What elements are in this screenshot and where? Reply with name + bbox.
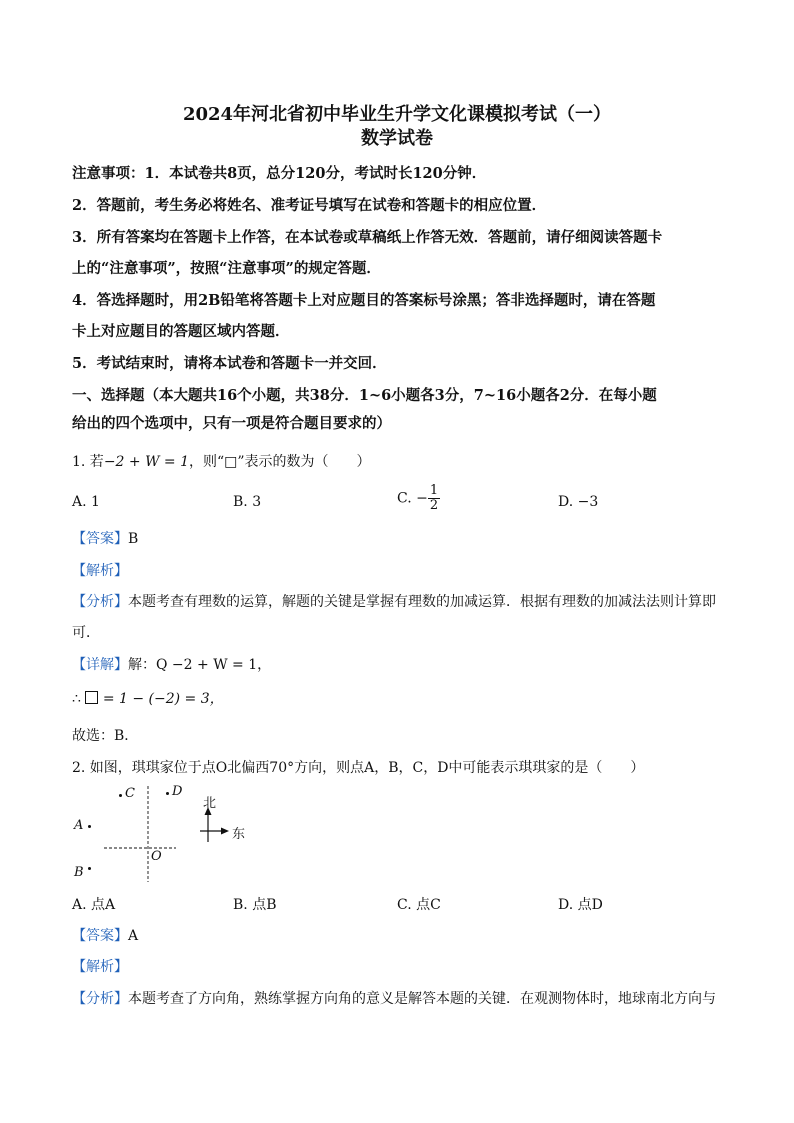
q1-stem-expression: −2 + W = 1 [103,454,190,470]
point-d-label: D [172,784,183,799]
note-line-6: 卡上对应题目的答题区域内答题． [72,323,290,340]
q1-option-c-fraction [428,484,440,513]
point-a-label: A [74,818,84,833]
q2-fenxi-text: 本题考查了方向角，熟练掌握方向角的意义是解答本题的关键．在观测物体时，地球南北方向与 [128,991,716,1007]
note-line-1: 注意事项：1．本试卷共8页，总分120分，考试时长120分钟． [72,165,487,182]
note-line-2: 2．答题前，考生务必将姓名、准考证号填写在试卷和答题卡的相应位置． [72,197,547,214]
q1-fenxi-tag: 【分析】 [72,594,128,610]
q1-detail-tag: 【详解】 [72,657,128,673]
q1-fenxi-line-2: 可． [72,625,100,641]
compass-east-label: 东 [232,827,246,842]
q1-fenxi-text: 本题考查有理数的运算，解题的关键是掌握有理数的加减运算．根据有理数的加减法法则计算即 [128,594,716,610]
q1-detail-line-1 [72,655,726,675]
q2-answer-value: A [128,928,139,944]
note-line-5: 4．答选择题时，用2B铅笔将答题卡上对应题目的答案标号涂黑；答非选择题时，请在答题 [72,292,656,309]
point-c-dot [119,794,122,797]
q1-conclusion: 故选：B． [72,728,139,744]
q1-stem-prefix: 1. 若 [72,454,104,470]
q2-option-d: D. 点D [558,897,603,913]
q2-option-b: B. 点B [233,897,277,913]
note-line-4: 上的“注意事项”，按照“注意事项”的规定答题． [72,260,381,277]
section-heading-line-1: 一、选择题（本大题共16个小题，共38分．1~6小题各3分，7~16小题各2分．在每小题 [72,387,657,404]
q2-fenxi-line-1 [72,989,726,1009]
q2-fenxi-tag: 【分析】 [72,991,128,1007]
q1-option-d: D. −3 [558,494,599,510]
q2-answer [72,926,726,946]
q1-option-b: B. 3 [233,494,262,510]
q1-detail-expression: = 1 − (−2) = 3， [98,691,224,707]
q1-answer-value: B [128,531,139,547]
point-a-dot [88,825,91,828]
compass-north-label: 北 [203,796,217,811]
q1-option-a: A. 1 [72,494,100,510]
q1-option-c-denominator: 2 [429,498,439,513]
q1-answer [72,529,726,549]
q2-direction-diagram [72,782,272,886]
q1-option-c [397,484,440,513]
note-line-3: 3．所有答案均在答题卡上作答，在本试卷或草稿纸上作答无效．答题前，请仔细阅读答题卡 [72,229,663,246]
q1-analysis-tag: 【解析】 [72,563,128,579]
note-line-7: 5．考试结束时，请将本试卷和答题卡一并交回． [72,355,387,372]
exam-subtitle: 数学试卷 [361,128,433,149]
east-arrow-icon [221,828,229,835]
q2-analysis-tag: 【解析】 [72,959,128,975]
point-b-dot [88,867,91,870]
q1-stem-suffix: ，则“□”表示的数为（ ） [189,454,371,470]
q1-therefore: ∴ [72,691,81,707]
q2-answer-tag: 【答案】 [72,928,128,944]
q2-stem: 2. 如图，琪琪家位于点O北偏西70°方向，则点A，B，C，D中可能表示琪琪家的是（ ） [72,760,645,776]
point-c-label: C [125,786,135,801]
exam-title: 2024年河北省初中毕业生升学文化课模拟考试（一） [182,104,612,125]
section-heading-line-2: 给出的四个选项中，只有一项是符合题目要求的） [72,415,391,432]
q1-stem [72,452,726,472]
q2-option-c: C. 点C [397,897,441,913]
q1-detail-text: 解：Q −2 + W = 1， [128,657,272,673]
q1-option-c-prefix: C. − [397,490,428,507]
point-o-label: O [151,849,162,864]
q1-fenxi-line-1 [72,592,726,612]
q1-option-c-numerator: 1 [429,483,439,498]
point-b-label: B [74,865,84,880]
q1-detail-line-2 [72,689,726,709]
q1-answer-tag: 【答案】 [72,531,128,547]
blank-box-symbol [85,691,98,704]
point-d-dot [166,792,169,795]
q2-option-a: A. 点A [72,897,116,913]
